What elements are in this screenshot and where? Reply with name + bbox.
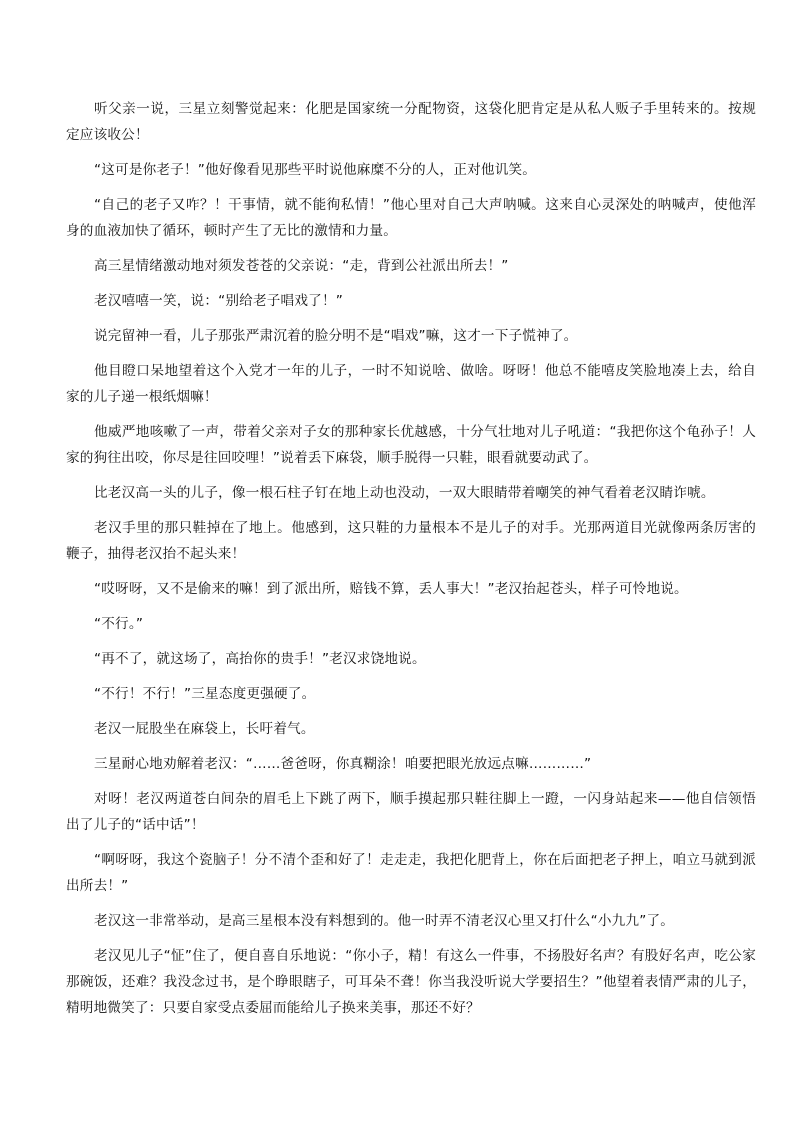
paragraph: 老汉手里的那只鞋掉在了地上。他感到，这只鞋的力量根本不是儿子的对手。光那两道目光就像两条厉害的鞭子，抽得老汉抬不起头来！ xyxy=(66,520,756,562)
paragraph: 他威严地咳嗽了一声，带着父亲对子女的那种家长优越感，十分气壮地对儿子吼道：“我把你这个龟孙子！人家的狗往出咬，你尽是往回咬哩！”说着丢下麻袋，顺手脱得一只鞋，眼看就要动武了。 xyxy=(66,424,756,466)
paragraph: 比老汉高一头的儿子，像一根石柱子钉在地上动也没动，一双大眼睛带着嘲笑的神气看着老汉睛诈唬。 xyxy=(94,485,715,501)
paragraph: 老汉嘻嘻一笑，说：“别给老子唱戏了！” xyxy=(94,293,343,309)
paragraph: 老汉见儿子“怔”住了，便自喜自乐地说：“你小子，精！有这么一件事，不扬股好名声？有股好名声，吃公家那碗饭，还难？我没念过书，是个睁眼瞎子，可耳朵不聋！你当我没听说大学要招生？”他望着表情严肃的儿子，精明地微笑了：只要自家受点委屈而能给儿子换来美事，那还不好？ xyxy=(66,948,756,1016)
paragraph: 高三星情绪激动地对须发苍苍的父亲说：“走，背到公社派出所去！” xyxy=(94,258,509,274)
paragraph: “哎呀呀，又不是偷来的嘛！到了派出所，赔钱不算，丢人事大！”老汉抬起苍头，样子可怜地说。 xyxy=(94,581,688,597)
article-body xyxy=(66,96,756,1030)
paragraph: 说完留神一看，儿子那张严肃沉着的脸分明不是“唱戏”嘛，这才一下子慌神了。 xyxy=(94,328,578,344)
paragraph: “自己的老子又咋？！干事情，就不能徇私情！”他心里对自己大声呐喊。这来自心灵深处的呐喊声，使他浑身的血液加快了循环，顿时产生了无比的激情和力量。 xyxy=(66,197,756,239)
paragraph: 听父亲一说，三星立刻警觉起来：化肥是国家统一分配物资，这袋化肥肯定是从私人贩子手里转来的。按规定应该收公！ xyxy=(66,101,756,143)
paragraph: 老汉这一非常举动，是高三星根本没有料想到的。他一时弄不清老汉心里又打什么“小九九”了。 xyxy=(94,913,675,929)
paragraph: “这可是你老子！”他好像看见那些平时说他麻糜不分的人，正对他讥笑。 xyxy=(94,162,537,178)
paragraph: 他目瞪口呆地望着这个入党才一年的儿子，一时不知说啥、做啥。呀呀！他总不能嘻皮笑脸地凑上去，给自家的儿子递一根纸烟嘛！ xyxy=(66,363,756,405)
paragraph: “啊呀呀，我这个瓷脑子！分不清个歪和好了！走走走，我把化肥背上，你在后面把老子押上，咱立马就到派出所去！” xyxy=(66,852,756,894)
paragraph: 三星耐心地劝解着老汉：“……爸爸呀，你真糊涂！咱要把眼光放远点嘛…………” xyxy=(94,756,592,772)
paragraph: 对呀！老汉两道苍白间杂的眉毛上下跳了两下，顺手摸起那只鞋往脚上一蹬，一闪身站起来——他自信领悟出了儿子的“话中话”！ xyxy=(66,791,756,833)
paragraph: “不行。” xyxy=(94,616,144,632)
paragraph: 老汉一屁股坐在麻袋上，长吁着气。 xyxy=(94,721,315,737)
paragraph: “再不了，就这场了，高抬你的贵手！”老汉求饶地说。 xyxy=(94,651,426,667)
paragraph: “不行！不行！”三星态度更强硬了。 xyxy=(94,686,316,702)
